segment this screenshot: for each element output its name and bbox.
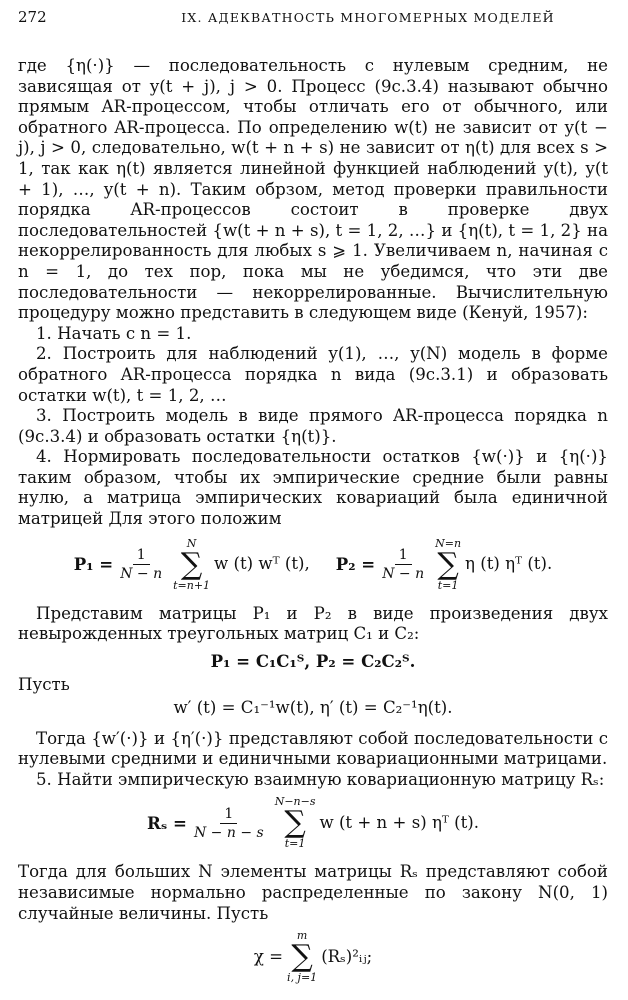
running-head: IX. АДЕКВАТНОСТЬ МНОГОМЕРНЫХ МОДЕЛЕЙ (181, 10, 555, 25)
step-5: 5. Найти эмпирическую взаимную ковариационную матрицу Rₛ: (36, 769, 605, 789)
page-header (18, 8, 608, 32)
pust-1: Пусть (18, 675, 70, 695)
paragraph-togda-2: Тогда для больших N элементы матрицы Rₛ представляют собой независимые нормально распределенные по закону N(0, 1) случайные величины. Пусть (18, 862, 608, 923)
p2-fraction (378, 547, 428, 582)
equation-cholesky: P₁ = C₁C₁ᵀ, P₂ = C₂C₂ᵀ. (210, 650, 416, 671)
p1-sum-lower: t=n+1 (173, 578, 211, 592)
paragraph-representation: Представим матрицы P₁ и P₂ в виде произведения двух невырожденных треугольных матриц C₁ и C₂: (18, 603, 608, 644)
rs-denominator: N − n − s (193, 824, 264, 841)
rs-lhs: Rₛ = (146, 813, 187, 834)
p2-denominator: N − n (382, 566, 425, 583)
step-2: 2. Построить для наблюдений y(1), …, y(N) модель в форме обратного AR-процесса порядка n вида (9c.3.1) и образовать остатки w(t), t = 1, 2, … (18, 344, 608, 405)
paragraph-togda-1: Тогда {w′(·)} и {η′(·)} представляют собой последовательности с нулевыми средними и единичными ковариационными матрицами. (18, 728, 608, 769)
p1-fraction (116, 547, 166, 582)
p2-lhs: P₂ = (335, 554, 376, 575)
page-number: 272 (18, 8, 47, 26)
sigma-symbol: ∑ (437, 546, 459, 582)
rs-body: w (t + n + s) ηᵀ (t). (319, 813, 480, 833)
p1-body: w (t) wᵀ (t), (214, 554, 310, 574)
p2-sum (435, 538, 461, 592)
p2-body: η (t) ηᵀ (t). (465, 554, 553, 574)
paragraph-definition: где {η(·)} — последовательность с нулевым средним, не зависящая от y(t + j), j > 0. Процесс (9c.3.4) называют обычно прямым AR-процессом, чтобы отличать его от обычного, или обратного AR-процесса. По определению w(t) не зависит от y(t − j), j > 0, следовательно, w(t + n + s) не зависит от η(t) для всех s > 1, так как η(t) является линейной функцией наблюдений y(t), y(t + 1), …, y(t + n). Таким обрзом, метод проверки правильности порядка AR-процессов состоит в проверке двух последовательностей {w(t + n + s), t = 1, 2, …} и {η(t), t = 1, 2} на некоррелированность для любых s ⩾ 1. Увеличиваем n, начиная с n = 1, до тех пор, пока мы не убедимся, что эти две последовательности — некоррелированные. Вычислительную процедуру можно представить в следующем виде (Кенуй, 1957): (18, 56, 608, 323)
p2-sum-upper: N=n (435, 536, 462, 550)
p1-denominator: N − n (120, 566, 163, 583)
rs-numerator: 1 (220, 806, 237, 824)
equation-p1-p2 (18, 538, 608, 592)
chi-sum-lower: i, j=1 (287, 971, 318, 985)
p1-numerator: 1 (133, 547, 150, 565)
equation-rs (18, 796, 608, 850)
equation-chi (18, 930, 608, 984)
rs-fraction (190, 806, 268, 841)
sigma-symbol: ∑ (284, 805, 306, 841)
chi-sum-upper: m (296, 929, 308, 943)
p1-lhs: P₁ = (73, 554, 114, 575)
chi-lhs: χ = (253, 946, 284, 966)
p2-numerator: 1 (395, 547, 412, 565)
rs-sum (275, 796, 316, 850)
step-4: 4. Нормировать последовательности остатков {w(·)} и {η(·)} таким образом, чтобы их эмпирические средние были равны нулю, а матрица эмпирических ковариаций была единичной матрицей Для этого положим (18, 447, 608, 529)
p1-sum (173, 538, 210, 592)
page-body (18, 56, 608, 988)
step-1: 1. Начать с n = 1. (36, 323, 192, 343)
rs-sum-lower: t=1 (284, 837, 306, 851)
equation-normalized: w′ (t) = C₁⁻¹w(t), η′ (t) = C₂⁻¹η(t). (173, 698, 453, 718)
rs-sum-upper: N−n−s (274, 795, 316, 809)
step-3: 3. Построить модель в виде прямого AR-процесса порядка n (9c.3.4) и образовать остатки {η(t)}. (18, 406, 608, 446)
sigma-symbol: ∑ (291, 939, 313, 975)
sigma-symbol: ∑ (180, 546, 203, 582)
p1-sum-upper: N (186, 536, 197, 550)
chi-body: (Rₛ)²ᵢⱼ; (321, 946, 373, 966)
p2-sum-lower: t=1 (437, 578, 459, 592)
chi-sum (287, 930, 317, 984)
